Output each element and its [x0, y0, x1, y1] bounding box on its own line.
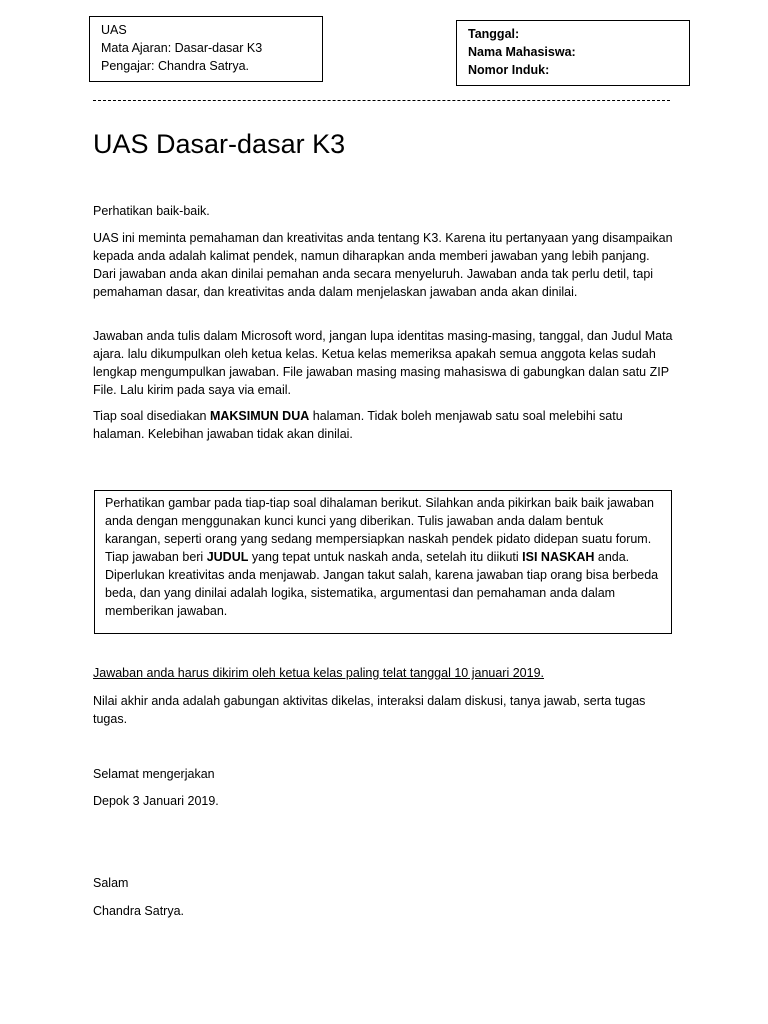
paragraph-3-bold: MAKSIMUN DUA [209, 409, 310, 423]
closing-place-date [93, 792, 673, 810]
notice-part-1: Perhatikan gambar pada tiap-tiap soal dihalaman berikut. Silahkan anda pikirkan baik baik jawaban anda dengan menggunakan kunci kunci yang diberikan. Tulis jawaban anda dalam bentuk karangan, seperti orang yang sedang mempersiapkan naskah pendek pidato didepan suatu forum. Tiap jawaban beri [105, 496, 654, 564]
intro-text [93, 202, 673, 220]
final-grade-text [93, 692, 673, 728]
paragraph-3-after: halaman. Tidak boleh menjawab satu soal melebihi satu halaman. Kelebihan jawaban tidak akan dinilai. [93, 409, 623, 441]
exam-label: UAS [101, 23, 127, 37]
dashed-separator [93, 100, 670, 101]
student-id-label: Nomor Induk: [468, 63, 550, 77]
notice-part-3: anda. Diperlukan kreativitas anda menjawab. Jangan takut salah, karena jawaban tiap orang bisa berbeda beda, dan yang dinilai adalah logika, sistematika, argumentasi dan pemahaman anda dalam memberikan jawaban. [105, 550, 659, 618]
closing-place-date-text: Depok 3 Januari 2019. [93, 794, 219, 808]
student-info-box [456, 20, 690, 86]
notice-bold-judul: JUDUL [206, 550, 249, 564]
notice-bold-isi-naskah: ISI NASKAH [522, 550, 595, 564]
deadline-paragraph: Jawaban anda harus dikirim oleh ketua kelas paling telat tanggal 10 januari 2019. [93, 666, 544, 680]
student-name-label: Nama Mahasiswa: [468, 45, 576, 59]
deadline-text [93, 664, 673, 682]
closing-greeting-text: Salam [93, 876, 129, 890]
final-grade-paragraph: Nilai akhir anda adalah gabungan aktivitas dikelas, interaksi dalam diskusi, tanya jawab, serta tugas tugas. [93, 694, 646, 726]
closing-greeting [93, 874, 673, 892]
course-info-box [89, 16, 323, 82]
paragraph-3 [93, 407, 673, 443]
paragraph-2-text: Jawaban anda tulis dalam Microsoft word, jangan lupa identitas masing-masing, tanggal, dan Judul Mata ajara. lalu dikumpulkan oleh ketua kelas. Ketua kelas memeriksa apakah semua anggota kelas sudah lengkap mengumpulkan jawaban. File jawaban masing masing mahasiswa di gabungkan dalan satu ZIP File. Lalu kirim pada saya via email. [93, 329, 673, 397]
lecturer-name: Pengajar: Chandra Satrya. [101, 59, 250, 73]
closing-wish [93, 765, 673, 783]
paragraph-1 [93, 229, 673, 301]
date-label: Tanggal: [468, 27, 520, 41]
closing-wish-text: Selamat mengerjakan [93, 767, 215, 781]
intro-paragraph: Perhatikan baik-baik. [93, 204, 210, 218]
instruction-notice-box [94, 490, 672, 634]
paragraph-3-text [93, 407, 673, 443]
paragraph-1-text: UAS ini meminta pemahaman dan kreativitas anda tentang K3. Karena itu pertanyaan yang disampaikan kepada anda adalah kalimat pendek, namun diharapkan anda memberi jawaban yang lebih panjang. Dari jawaban anda akan dinilai pemahan anda secara menyeluruh. Jawaban anda tak perlu detil, tapi pemahaman dasar, dan kreativitas anda dalam menjelaskan jawaban anda akan dinilai. [93, 231, 673, 299]
paragraph-3-before: Tiap soal disediakan [93, 409, 210, 423]
closing-signature-text: Chandra Satrya. [93, 904, 185, 918]
notice-part-2: yang tepat untuk naskah anda, setelah itu diikuti [248, 550, 523, 564]
course-name: Mata Ajaran: Dasar-dasar K3 [101, 41, 263, 55]
page-title: UAS Dasar-dasar K3 [93, 129, 346, 159]
paragraph-2 [93, 327, 673, 399]
closing-signature [93, 902, 673, 920]
